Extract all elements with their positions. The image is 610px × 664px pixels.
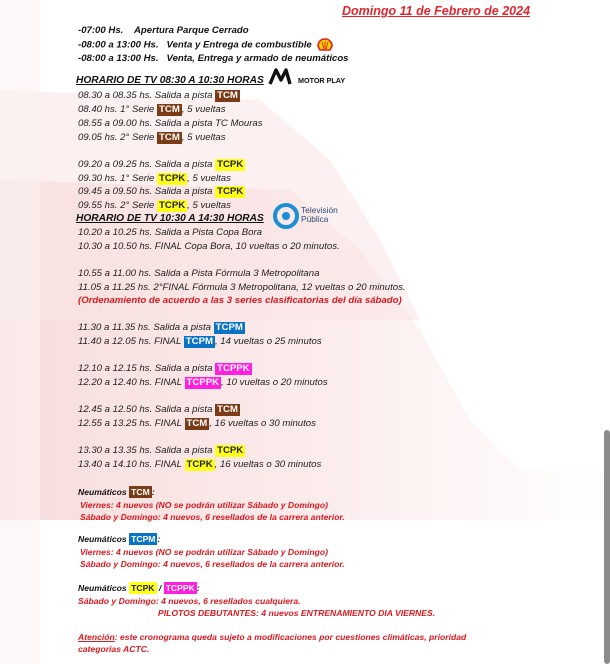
schedule-line: 09.55 hs. 2° Serie TCPK , 5 vueltas (78, 200, 231, 211)
tyres-tcpk-line-2: PILOTOS DEBUTANTES: 4 nuevos ENTRENAMIENTO DIA VIERNES. (158, 608, 436, 618)
motor-play-logo-text: MOTOR PLAY (298, 76, 346, 85)
category-tag-tcpk: TCPK (217, 445, 244, 456)
category-tag-tcm: TCM (217, 90, 238, 101)
schedule-line: 11.40 a 12.05 hs. FINAL TCPM , 14 vueltas o 25 minutos (78, 336, 322, 347)
schedule-line: 09.05 hs. 2° Serie TCM , 5 vueltas (78, 132, 226, 143)
category-tag-tcpm: TCPM (131, 534, 156, 544)
tyres-tcpm-heading: Neumáticos TCPM : (78, 534, 161, 544)
schedule-line: 12.45 a 12.50 hs. Salida a pista TCM (78, 404, 238, 415)
schedule-line: 08.40 hs. 1° Serie TCM , 5 vueltas (78, 104, 226, 115)
category-tag-tcpk: TCPK (159, 200, 186, 211)
attention-note: Atención: este cronograma queda sujeto a modificaciones por cuestiones climáticas, prioridad (78, 632, 467, 642)
schedule-line: 09.30 hs. 1° Serie TCPK , 5 vueltas (78, 173, 231, 184)
category-tag-tcm: TCM (131, 487, 150, 497)
schedule-date: Domingo 11 de Febrero de 2024 (342, 4, 531, 18)
tyres-tcpm-line-2: Sábado y Domingo: 4 nuevos, 6 resellados de la carrera anterior. (80, 559, 345, 569)
intro-line-3: -08:00 a 13:00 Hs. Venta, Entrega y armado de neumáticos (78, 53, 349, 64)
motor-play-logo-icon (268, 68, 292, 86)
schedule-line: 13.40 a 14.10 hs. FINAL TCPK , 16 vueltas o 30 minutos (78, 459, 322, 470)
category-tag-tcppk: TCPPK (186, 377, 220, 388)
category-tag-tcpm: TCPM (215, 322, 243, 333)
tyres-tcpk-heading: Neumáticos TCPK / TCPPK : (78, 583, 200, 593)
attention-note-line-2: categorías ACTC. (78, 644, 150, 654)
tyres-tcpk-line-1: Sábado y Domingo: 4 nuevos, 6 resellados cualquiera. (78, 596, 301, 606)
category-tag-tcpk: TCPK (159, 173, 186, 184)
category-tag-tcm: TCM (186, 418, 208, 429)
category-tag-tcppk: TCPPK (217, 363, 250, 374)
schedule-line: 10.55 a 11.00 hs. Salida a Pista Fórmula 3 Metropolitana (78, 268, 320, 279)
category-tag-tcpk: TCPK (186, 459, 213, 470)
tyres-tcm-line-1: Viernes: 4 nuevos (NO se podrán utilizar Sábado y Domingo) (80, 500, 328, 510)
schedule-line: 12.55 a 13.25 hs. FINAL TCM , 16 vueltas o 30 minutos (78, 418, 316, 429)
schedule-line: 08.30 a 08.35 hs. Salida a pista TCM (78, 90, 238, 101)
tyres-tcm-heading: Neumáticos TCM : (78, 487, 155, 497)
category-tag-tcm: TCM (217, 404, 238, 415)
television-publica-logo-text: Televisión Pública (301, 205, 338, 224)
schedule-line: 11.30 a 11.35 hs. Salida a pista TCPM (78, 322, 243, 333)
schedule-line: 08.55 a 09.00 hs. Salida a pista TC Mouras (78, 118, 263, 129)
intro-line-2: -08:00 a 13:00 Hs. Venta y Entrega de combustible (78, 38, 333, 52)
category-tag-tcpk: TCPK (217, 159, 244, 170)
order-note: (Ordenamiento de acuerdo a las 3 series clasificatorias del día sábado) (78, 295, 402, 306)
tv-heading-1: HORARIO DE TV 08:30 A 10:30 HORAS (76, 75, 264, 86)
schedule-line: 13.30 a 13.35 hs. Salida a pista TCPK (78, 445, 244, 456)
schedule-line: 09.20 a 09.25 hs. Salida a pista TCPK (78, 159, 244, 170)
tyres-tcpm-line-1: Viernes: 4 nuevos (NO se podrán utilizar Sábado y Domingo) (80, 547, 328, 557)
tyres-tcm-line-2: Sábado y Domingo: 4 nuevos, 6 resellados de la carrera anterior. (80, 512, 345, 522)
schedule-line: 10.20 a 10.25 hs. Salida a Pista Copa Bora (78, 227, 263, 238)
intro-line-1: -07:00 Hs. Apertura Parque Cerrado (78, 25, 249, 36)
television-publica-logo-icon (272, 202, 300, 230)
schedule-line: 12.20 a 12.40 hs. FINAL TCPPK , 10 vueltas o 20 minutos (78, 377, 328, 388)
category-tag-tcpm: TCPM (185, 336, 213, 347)
shell-logo-icon (317, 38, 333, 52)
category-tag-tcpk: TCPK (131, 583, 155, 593)
schedule-line: 10.30 a 10.50 hs. FINAL Copa Bora, 10 vueltas o 20 minutos. (78, 241, 340, 252)
schedule-line: 09.45 a 09.50 hs. Salida a pista TCPK (78, 186, 244, 197)
category-tag-tcm: TCM (159, 104, 180, 115)
schedule-line: 12.10 a 12.15 hs. Salida a pista TCPPK (78, 363, 250, 374)
schedule-line: 11.05 a 11.25 hs. 2°FINAL Fórmula 3 Metropolitana, 12 vueltas o 20 minutos. (78, 282, 406, 293)
scrollbar[interactable] (604, 430, 610, 664)
tv-heading-2: HORARIO DE TV 10:30 A 14:30 HORAS (76, 213, 264, 224)
category-tag-tcppk: TCPPK (165, 583, 195, 593)
category-tag-tcm: TCM (159, 132, 180, 143)
category-tag-tcpk: TCPK (217, 186, 244, 197)
